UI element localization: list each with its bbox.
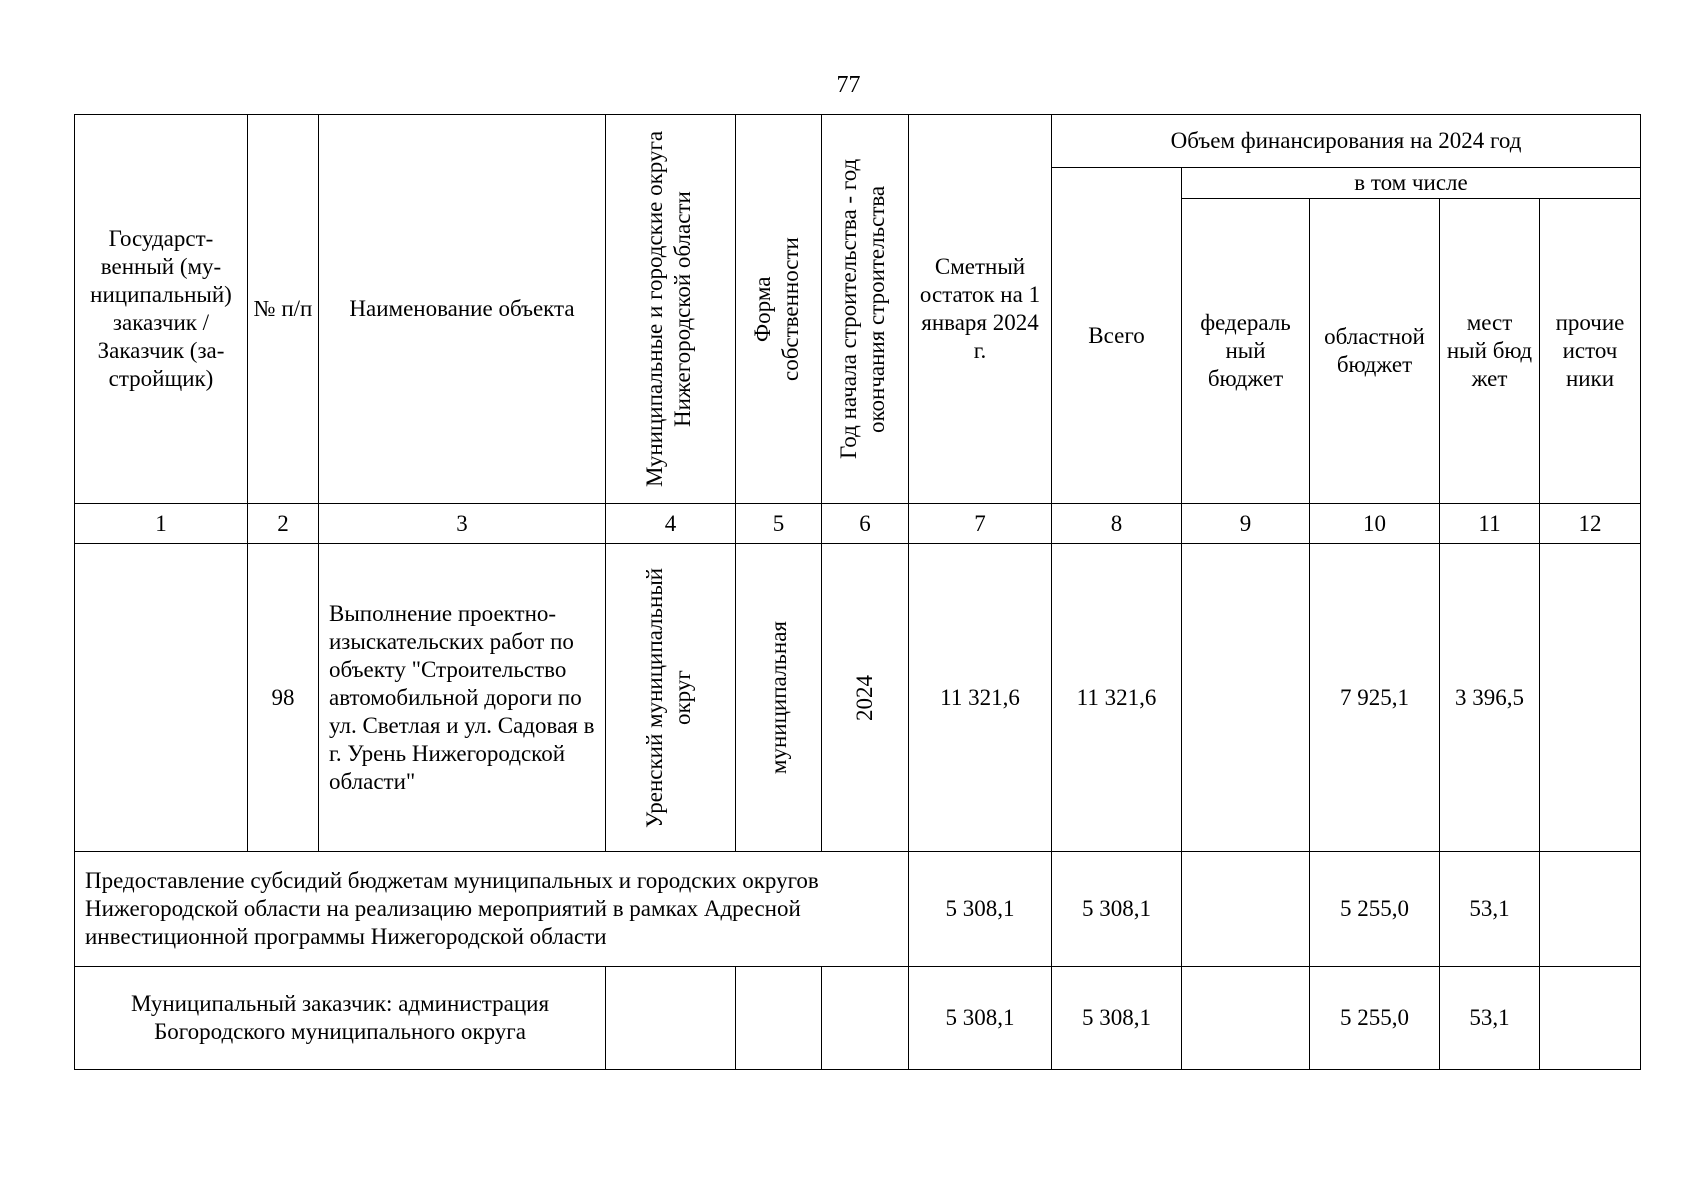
col-number: 4 [606,504,736,544]
row-remainder: 11 321,6 [909,544,1052,852]
subsidy-federal [1182,852,1310,967]
col-number: 10 [1310,504,1440,544]
subsidy-remainder: 5 308,1 [909,852,1052,967]
col-number: 3 [319,504,606,544]
header-customer: Государст-венный (му-ниципальный) заказчик / Заказчик (за-стройщик) [75,115,248,504]
header-local: мест ный бюд жет [1440,199,1540,504]
row-customer [75,544,248,852]
row-years: 2024 [822,544,909,852]
header-remainder: Сметный остаток на 1 января 2024 г. [909,115,1052,504]
customer-regional: 5 255,0 [1310,967,1440,1070]
customer-total: 5 308,1 [1052,967,1182,1070]
col-number: 8 [1052,504,1182,544]
header-district: Муниципальные и городские округа Нижегородской области [606,115,736,504]
customer-other [1540,967,1641,1070]
row-object-name: Выполнение проектно-изыскательских работ по объекту "Строительство автомобильной дороги по ул. Светлая и ул. Садовая в г. Урень Нижегородской области" [319,544,606,852]
column-numbers-row [75,504,1641,544]
row-ownership: муниципальная [736,544,822,852]
customer-empty-cell [606,967,736,1070]
header-regional: областной бюджет [1310,199,1440,504]
row-total: 11 321,6 [1052,544,1182,852]
header-federal: федераль ный бюджет [1182,199,1310,504]
header-number: № п/п [248,115,319,504]
col-number: 12 [1540,504,1641,544]
col-number: 2 [248,504,319,544]
page-number: 77 [836,72,861,98]
financing-table [74,114,1641,1070]
row-district: Уренский муниципальный округ [606,544,736,852]
customer-federal [1182,967,1310,1070]
subsidy-regional: 5 255,0 [1310,852,1440,967]
header-other: прочие источ ники [1540,199,1641,504]
header-ownership: Форма собственности [736,115,822,504]
customer-label: Муниципальный заказчик: администрация Богородского муниципального округа [75,967,606,1070]
customer-remainder: 5 308,1 [909,967,1052,1070]
header-financing-group: Объем финансирования на 2024 год [1052,115,1641,168]
subsidy-row [75,852,1641,967]
col-number: 5 [736,504,822,544]
customer-empty-cell [736,967,822,1070]
row-federal [1182,544,1310,852]
row-local: 3 396,5 [1440,544,1540,852]
header-object-name: Наименование объекта [319,115,606,504]
header-total: Всего [1052,168,1182,504]
subsidy-other [1540,852,1641,967]
subsidy-local: 53,1 [1440,852,1540,967]
header-years: Год начала строительства - год окончания строительства [822,115,909,504]
row-number: 98 [248,544,319,852]
col-number: 9 [1182,504,1310,544]
header-subgroup: в том числе [1182,168,1641,199]
customer-row [75,967,1641,1070]
row-regional: 7 925,1 [1310,544,1440,852]
customer-empty-cell [822,967,909,1070]
col-number: 11 [1440,504,1540,544]
subsidy-label: Предоставление субсидий бюджетам муниципальных и городских округов Нижегородской области на реализацию мероприятий в рамках Адресной инвестиционной программы Нижегородской области [75,852,909,967]
col-number: 6 [822,504,909,544]
subsidy-total: 5 308,1 [1052,852,1182,967]
table-row [75,544,1641,852]
col-number: 1 [75,504,248,544]
row-other [1540,544,1641,852]
col-number: 7 [909,504,1052,544]
customer-local: 53,1 [1440,967,1540,1070]
